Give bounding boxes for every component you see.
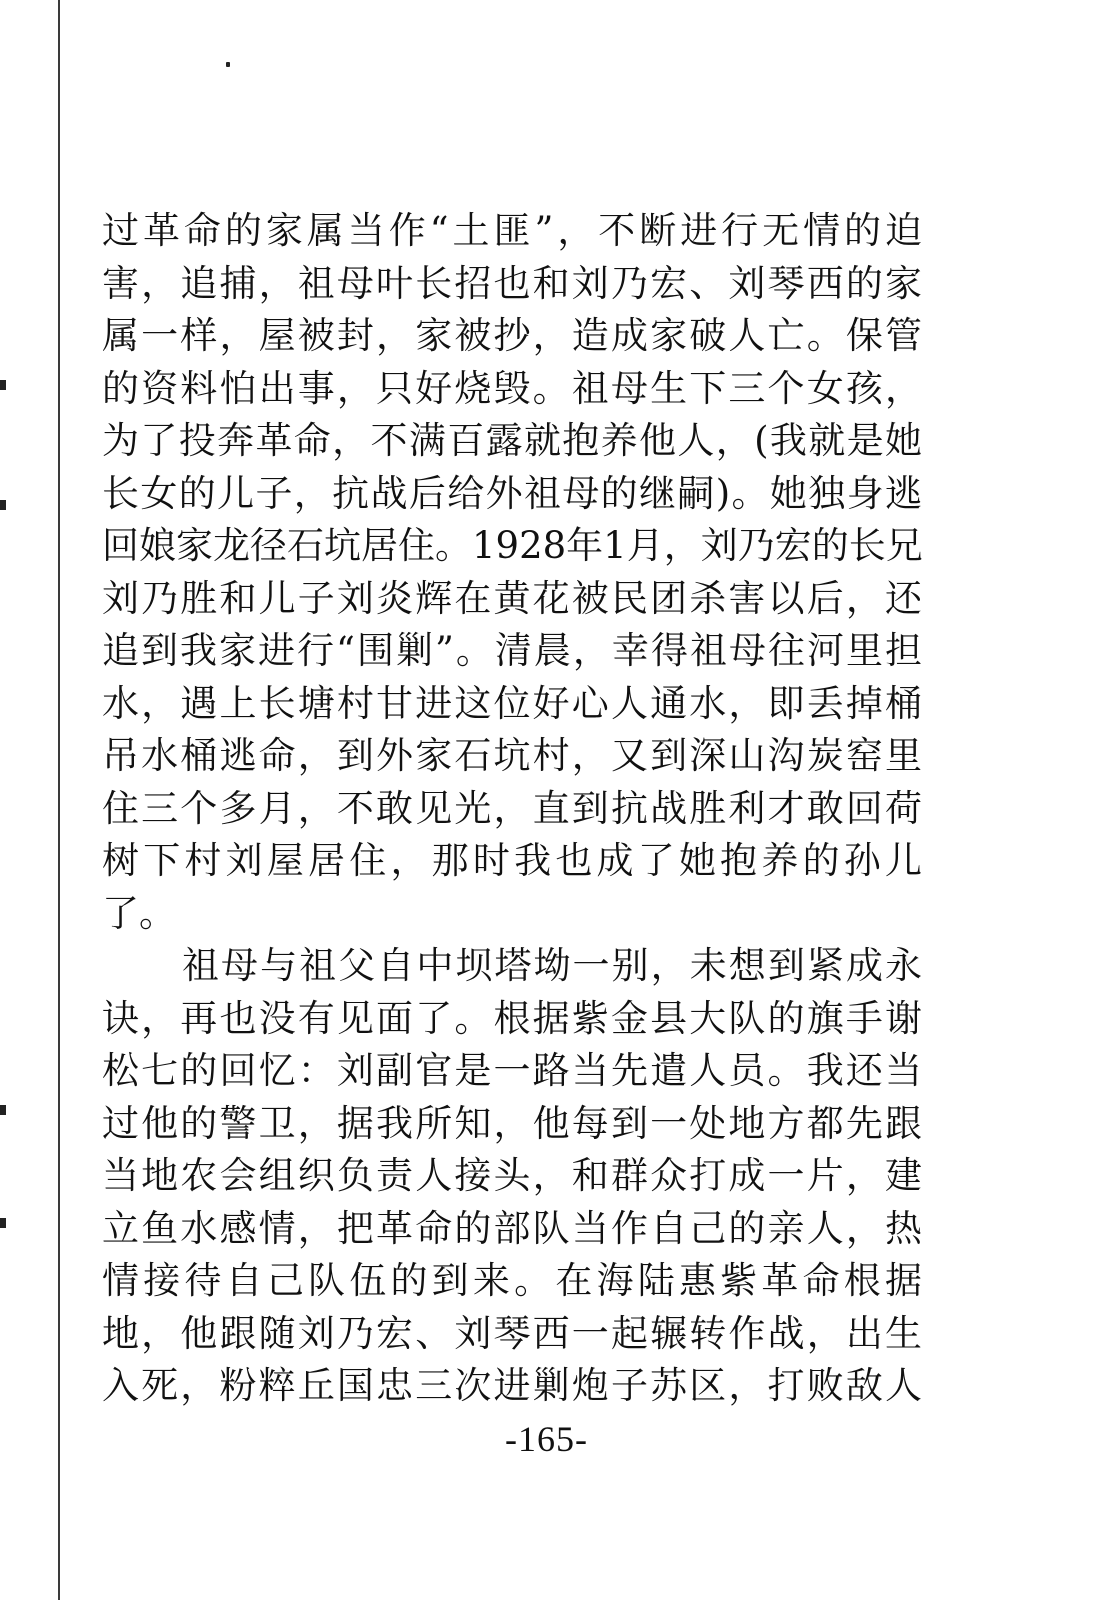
text-line: 过革命的家属当作“土匪”，不断进行无情的迫 [102,209,922,252]
text-line: 祖母与祖父自中坝塔坳一别，未想到紧成永 [182,944,922,987]
text-line: 回娘家龙径石坑居住。1928年1月，刘乃宏的长兄 [102,524,923,567]
text-line: 情接待自己队伍的到来。在海陆惠紫革命根据 [102,1259,922,1302]
text-line: 水，遇上长塘村甘进这位好心人通水，即丢掉桶 [102,681,922,725]
text-line: 为了投奔革命，不满百露就抱养他人，(我就是她 [102,419,922,462]
body-text [102,205,922,1413]
text-line: 住三个多月，不敢见光，直到抗战胜利才敢回荷 [102,786,922,830]
text-line: 入死，粉粹丘国忠三次进剿炮子苏区，打败敌人 [102,1364,922,1407]
text-line: 属一样，屋被封，家被抄，造成家破人亡。保管 [102,314,922,357]
text-line: 地，他跟随刘乃宏、刘琴西一起辗转作战，出生 [102,1311,922,1355]
text-line: 过他的警卫，据我所知，他每到一处地方都先跟 [102,1101,922,1145]
scan-edge-mark [0,1218,6,1228]
text-line: 当地农会组织负责人接头，和群众打成一片，建 [102,1154,922,1197]
paragraph-1 [102,205,922,940]
text-line: 树下村刘屋居住，那时我也成了她抱养的孙儿 [102,839,922,882]
text-line: 害，追捕，祖母叶长招也和刘乃宏、刘琴西的家 [102,261,922,305]
page-number: -165- [505,1419,588,1459]
paragraph-2 [102,940,922,1413]
binding-gutter-line [58,0,60,1600]
scan-edge-mark [0,1105,6,1115]
text-line: 立鱼水感情，把革命的部队当作自己的亲人，热 [102,1206,922,1250]
text-line: 吊水桶逃命，到外家石坑村，又到深山沟炭窑里 [102,734,922,777]
text-line: 了。 [102,891,176,935]
scan-edge-mark [0,380,6,390]
text-line: 刘乃胜和儿子刘炎辉在黄花被民团杀害以后，还 [102,576,922,620]
text-line: 诀，再也没有见面了。根据紫金县大队的旗手谢 [102,996,922,1040]
text-line: 松七的回忆：刘副官是一路当先遣人员。我还当 [102,1049,922,1092]
text-line: 的资料怕出事，只好烧毁。祖母生下三个女孩， [102,366,922,410]
text-line: 长女的儿子，抗战后给外祖母的继嗣)。她独身逃 [102,471,922,515]
scan-edge-mark [0,500,6,510]
text-line: 追到我家进行“围剿”。清晨，幸得祖母往河里担 [102,629,922,672]
print-speck [226,62,230,67]
